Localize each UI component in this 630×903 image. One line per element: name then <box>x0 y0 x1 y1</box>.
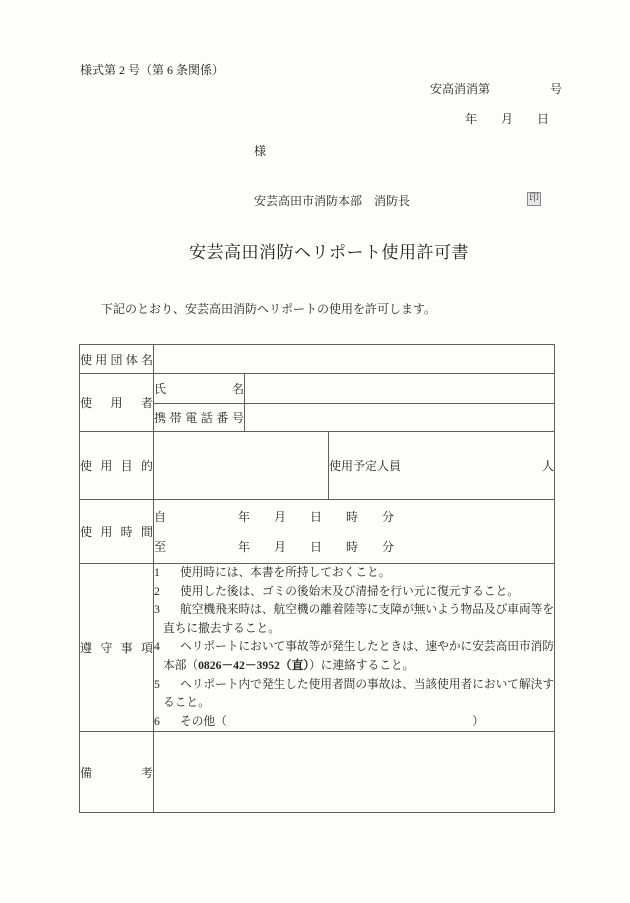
org-name-value-cell <box>154 345 555 374</box>
time-label <box>80 500 154 564</box>
rule-text: 航空機飛来時は、航空機の離着陸等に支障が無いよう物品及び車両等を直ちに撤去すること。 <box>163 603 555 635</box>
issuer-line: 安芸高田市消防本部 消防長 <box>254 194 411 208</box>
name-label-text: 氏名 <box>154 382 244 396</box>
rules-label <box>80 564 154 732</box>
rules-label-text: 遵守事項 <box>80 641 153 656</box>
rule-text: ）に連絡すること。 <box>309 658 415 672</box>
rule-item <box>154 583 554 602</box>
addressee-suffix: 様 <box>254 144 267 158</box>
purpose-value-cell <box>154 432 329 500</box>
rule-item <box>154 713 554 732</box>
rule-number: 3 <box>154 603 160 617</box>
org-name-label <box>80 345 154 374</box>
emergency-phone-number: 0826－42－3952（直） <box>198 658 310 672</box>
phone-label <box>154 404 245 432</box>
rule-number: 4 <box>154 640 160 654</box>
rule-text: ヘリポートにおいて事故等が発生したときは、速やかに安芸高田市消防本部（ <box>163 640 555 672</box>
rule-number: 6 <box>154 714 160 728</box>
rule-text: その他（ ） <box>180 714 484 728</box>
purpose-label <box>80 432 154 500</box>
rule-item <box>154 638 554 675</box>
doc-number-line: 安高消消第 号 <box>430 82 563 96</box>
capacity-unit: 人 <box>542 459 555 473</box>
user-label-text: 使用者 <box>80 396 153 410</box>
date-line: 年 月 日 <box>465 112 550 126</box>
phone-label-text: 携帯電話番号 <box>154 411 244 425</box>
time-to-line: 至 年 月 日 時 分 <box>154 539 395 554</box>
rule-item <box>154 676 554 713</box>
rule-text: 使用した後は、ゴミの後始末及び清掃を行い元に復元すること。 <box>180 584 519 598</box>
rule-item <box>154 564 554 583</box>
notes-value-cell <box>154 732 555 813</box>
intro-text: 下記のとおり、安芸高田消防ヘリポートの使用を許可します。 <box>101 302 437 316</box>
user-label <box>80 374 154 432</box>
rule-text: 使用時には、本書を所持しておくこと。 <box>180 566 391 579</box>
rules-cell <box>154 564 555 732</box>
notes-label-text: 備考 <box>80 765 153 780</box>
time-label-text: 使用時間 <box>80 525 153 539</box>
purpose-label-text: 使用目的 <box>80 459 153 473</box>
time-cell <box>154 500 555 564</box>
rule-number: 5 <box>154 677 160 691</box>
rule-text: ヘリポート内で発生した使用者間の事故は、当該使用者において解決すること。 <box>163 677 555 710</box>
notes-label <box>80 732 154 813</box>
time-from-line: 自 年 月 日 時 分 <box>154 509 395 524</box>
capacity-cell <box>329 432 555 500</box>
name-value-cell <box>245 374 555 404</box>
rule-number: 2 <box>154 584 160 598</box>
phone-value-cell <box>245 404 555 432</box>
rule-number: 1 <box>154 566 160 579</box>
document-title: 安芸高田消防ヘリポート使用許可書 <box>189 243 469 262</box>
rule-item <box>154 601 554 638</box>
permit-table <box>79 344 555 813</box>
name-label <box>154 374 245 404</box>
capacity-label: 使用予定人員 <box>329 459 402 473</box>
seal-mark: 印 <box>529 193 539 204</box>
org-name-label-text: 使用団体名 <box>80 352 153 367</box>
form-number: 様式第 2 号（第 6 条関係） <box>80 63 225 77</box>
